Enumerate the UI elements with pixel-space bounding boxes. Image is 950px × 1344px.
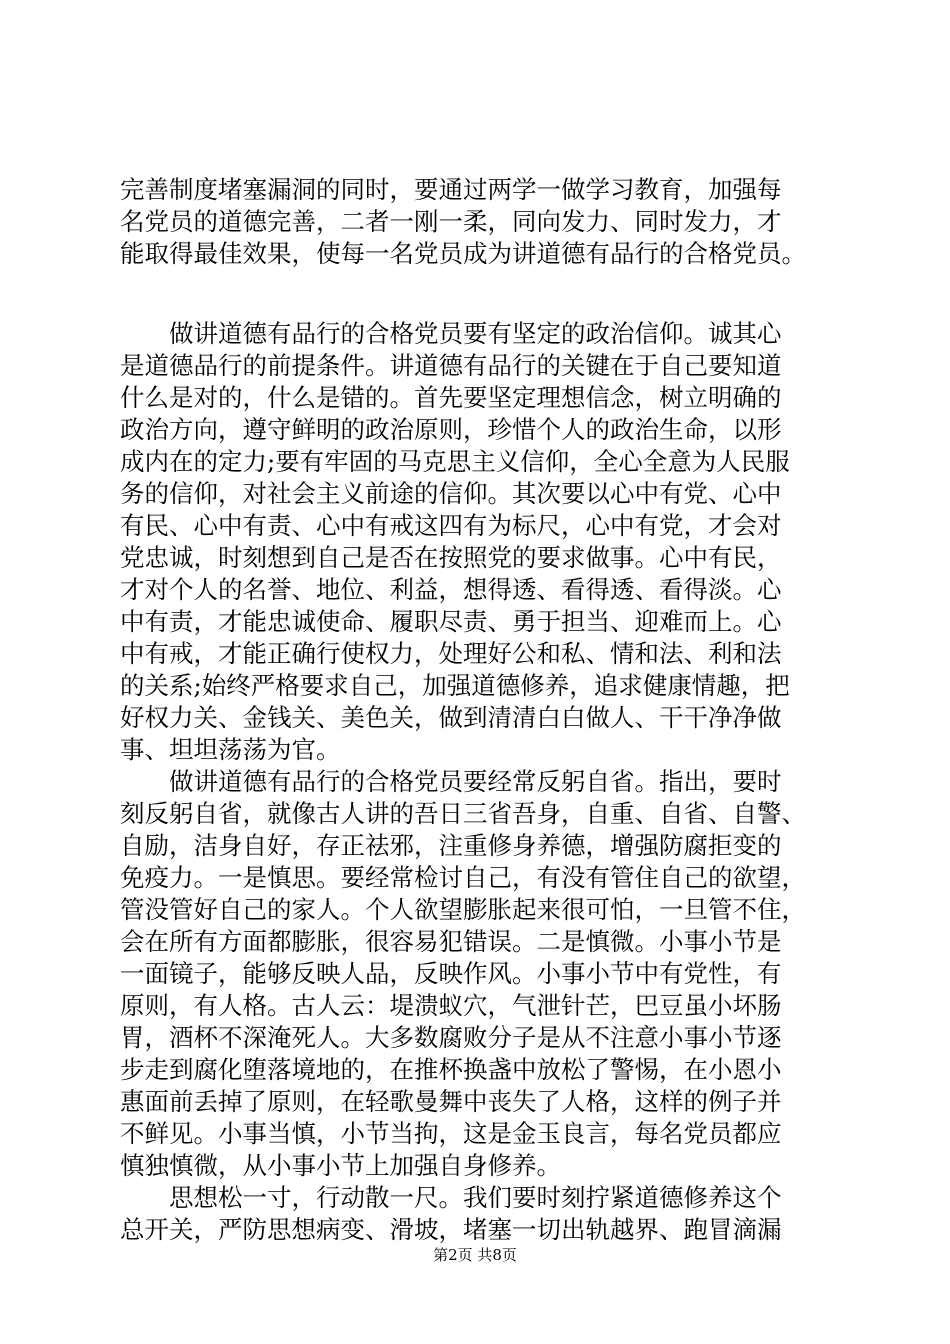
text-line: 不鲜见。小事当慎，小节当拘，这是金玉良言，每名党员都应 xyxy=(120,1119,782,1148)
text-line: 惠面前丢掉了原则，在轻歌曼舞中丧失了人格，这样的例子并 xyxy=(120,1087,782,1116)
text-line: 政治方向，遵守鲜明的政治原则，珍惜个人的政治生命，以形 xyxy=(120,415,782,444)
text-line: 完善制度堵塞漏洞的同时，要通过两学一做学习教育，加强每 xyxy=(120,175,782,204)
text-line: 党忠诚，时刻想到自己是否在按照党的要求做事。心中有民， xyxy=(120,543,782,572)
text-line: 步走到腐化堕落境地的，在推杯换盏中放松了警惕，在小恩小 xyxy=(120,1055,782,1084)
text-line: 刻反躬自省，就像古人讲的吾日三省吾身，自重、自省、自警、 xyxy=(120,799,806,828)
paragraph-1 xyxy=(120,174,840,270)
text-line: 思想松一寸，行动散一尺。我们要时刻拧紧道德修养这个 xyxy=(120,1183,782,1212)
paragraph-3 xyxy=(120,766,840,1182)
text-line: 管没管好自己的家人。个人欲望膨胀起来很可怕，一旦管不住， xyxy=(120,895,806,924)
text-line: 自励，洁身自好，存正祛邪，注重修身养德，增强防腐拒变的 xyxy=(120,831,782,860)
text-line: 好权力关、金钱关、美色关，做到清清白白做人、干干净净做 xyxy=(120,703,782,732)
text-line: 慎独慎微，从小事小节上加强自身修养。 xyxy=(120,1151,561,1180)
text-line: 做讲道德有品行的合格党员要经常反躬自省。指出，要时 xyxy=(120,767,782,796)
text-line: 能取得最佳效果，使每一名党员成为讲道德有品行的合格党员。 xyxy=(120,239,806,268)
text-line: 名党员的道德完善，二者一刚一柔，同向发力、同时发力，才 xyxy=(120,207,782,236)
text-line: 是道德品行的前提条件。讲道德有品行的关键在于自己要知道 xyxy=(120,351,782,380)
text-line: 才对个人的名誉、地位、利益，想得透、看得透、看得淡。心 xyxy=(120,575,782,604)
text-line: 中有戒，才能正确行使权力，处理好公和私、情和法、利和法 xyxy=(120,639,782,668)
paragraph-4 xyxy=(120,1182,840,1246)
text-line: 一面镜子，能够反映人品，反映作风。小事小节中有党性，有 xyxy=(120,959,782,988)
text-line: 有民、心中有责、心中有戒这四有为标尺，心中有党，才会对 xyxy=(120,511,782,540)
text-line: 务的信仰，对社会主义前途的信仰。其次要以心中有党、心中 xyxy=(120,479,782,508)
text-line: 中有责，才能忠诚使命、履职尽责、勇于担当、迎难而上。心 xyxy=(120,607,782,636)
text-line: 事、坦坦荡荡为官。 xyxy=(120,735,341,764)
text-line: 什么是对的，什么是错的。首先要坚定理想信念，树立明确的 xyxy=(120,383,782,412)
text-line: 会在所有方面都膨胀，很容易犯错误。二是慎微。小事小节是 xyxy=(120,927,782,956)
paragraph-2 xyxy=(120,318,840,766)
text-line: 总开关，严防思想病变、滑坡，堵塞一切出轨越界、跑冒滴漏 xyxy=(120,1215,782,1244)
text-line: 免疫力。一是慎思。要经常检讨自己，有没有管住自己的欲望， xyxy=(120,863,806,892)
page-footer: 第2页 共8页 xyxy=(433,1246,517,1264)
text-line: 的关系;始终严格要求自己，加强道德修养，追求健康情趣，把 xyxy=(120,671,790,700)
document-body xyxy=(120,174,840,1246)
text-line: 胃，酒杯不深淹死人。大多数腐败分子是从不注意小事小节逐 xyxy=(120,1023,782,1052)
text-line: 成内在的定力;要有牢固的马克思主义信仰，全心全意为人民服 xyxy=(120,447,790,476)
text-line: 做讲道德有品行的合格党员要有坚定的政治信仰。诚其心 xyxy=(120,319,782,348)
paragraph-gap xyxy=(120,270,840,318)
text-line: 原则，有人格。古人云：堤溃蚁穴，气泄针芒，巴豆虽小坏肠 xyxy=(120,991,782,1020)
